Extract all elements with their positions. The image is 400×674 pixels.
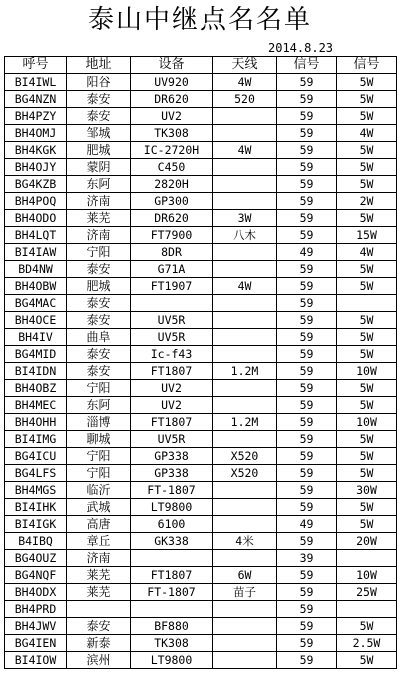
address-cell: 武城 [67, 499, 131, 516]
callsign-cell: BH4KGK [5, 142, 67, 159]
table-row [5, 346, 397, 363]
equipment-cell [131, 550, 213, 567]
address-cell: 莱芜 [67, 567, 131, 584]
signal-cell: 59 [277, 618, 337, 635]
table-row [5, 176, 397, 193]
power-cell: 5W [337, 278, 397, 295]
signal-cell: 59 [277, 465, 337, 482]
antenna-cell [213, 431, 277, 448]
address-cell: 邹城 [67, 125, 131, 142]
table-row [5, 244, 397, 261]
equipment-cell: FT-1807 [131, 482, 213, 499]
address-cell: 东阿 [67, 176, 131, 193]
equipment-cell: FT1807 [131, 363, 213, 380]
signal-cell: 59 [277, 227, 337, 244]
signal-cell: 59 [277, 210, 337, 227]
roster-body [5, 74, 397, 669]
antenna-cell: 4W [213, 142, 277, 159]
equipment-cell: FT1807 [131, 414, 213, 431]
power-cell: 10W [337, 414, 397, 431]
address-cell: 泰安 [67, 108, 131, 125]
antenna-cell [213, 312, 277, 329]
callsign-cell: BG4KZB [5, 176, 67, 193]
antenna-cell: X520 [213, 448, 277, 465]
signal-cell: 59 [277, 125, 337, 142]
callsign-cell: BG4OUZ [5, 550, 67, 567]
power-cell: 5W [337, 380, 397, 397]
antenna-cell: 4米 [213, 533, 277, 550]
callsign-cell: BI4IMG [5, 431, 67, 448]
equipment-cell: UV5R [131, 329, 213, 346]
address-cell: 宁阳 [67, 448, 131, 465]
signal-cell: 59 [277, 584, 337, 601]
table-row [5, 142, 397, 159]
table-row [5, 108, 397, 125]
address-cell: 泰安 [67, 618, 131, 635]
table-row [5, 397, 397, 414]
power-cell: 5W [337, 159, 397, 176]
antenna-cell [213, 346, 277, 363]
table-row [5, 533, 397, 550]
equipment-cell: 2820H [131, 176, 213, 193]
table-row [5, 635, 397, 652]
address-cell: 济南 [67, 193, 131, 210]
antenna-cell [213, 125, 277, 142]
equipment-cell: G71A [131, 261, 213, 278]
address-cell: 泰安 [67, 363, 131, 380]
address-cell: 泰安 [67, 346, 131, 363]
address-cell: 济南 [67, 227, 131, 244]
equipment-cell: TK308 [131, 125, 213, 142]
antenna-cell [213, 499, 277, 516]
page-title: 泰山中继点名名单 [87, 5, 312, 35]
callsign-cell: BH4LQT [5, 227, 67, 244]
table-row [5, 329, 397, 346]
address-cell: 宁阳 [67, 380, 131, 397]
callsign-cell: BH4MGS [5, 482, 67, 499]
table-row [5, 652, 397, 669]
callsign-cell: BH4ODX [5, 584, 67, 601]
equipment-cell: TK308 [131, 635, 213, 652]
antenna-cell: 520 [213, 91, 277, 108]
callsign-cell: BI4IOW [5, 652, 67, 669]
power-cell: 20W [337, 533, 397, 550]
equipment-cell: FT1907 [131, 278, 213, 295]
power-cell: 30W [337, 482, 397, 499]
address-cell: 高唐 [67, 516, 131, 533]
antenna-cell [213, 380, 277, 397]
signal-cell: 59 [277, 108, 337, 125]
callsign-cell: BH4PRD [5, 601, 67, 618]
table-row [5, 601, 397, 618]
power-cell: 5W [337, 618, 397, 635]
antenna-cell [213, 550, 277, 567]
equipment-cell: FT7900 [131, 227, 213, 244]
equipment-cell: DR620 [131, 91, 213, 108]
address-cell: 宁阳 [67, 244, 131, 261]
table-row [5, 312, 397, 329]
table-row [5, 74, 397, 91]
callsign-cell: BI4IDN [5, 363, 67, 380]
signal-cell: 59 [277, 482, 337, 499]
power-cell: 5W [337, 465, 397, 482]
table-row [5, 550, 397, 567]
signal-cell: 59 [277, 142, 337, 159]
power-cell [337, 295, 397, 312]
antenna-cell [213, 397, 277, 414]
table-row [5, 125, 397, 142]
table-row [5, 380, 397, 397]
header-address: 地址 [67, 57, 131, 74]
equipment-cell: DR620 [131, 210, 213, 227]
power-cell: 5W [337, 516, 397, 533]
power-cell: 5W [337, 346, 397, 363]
header-signal: 信号 [277, 57, 337, 74]
callsign-cell: BH4OBZ [5, 380, 67, 397]
table-row [5, 91, 397, 108]
antenna-cell: 苗子 [213, 584, 277, 601]
signal-cell: 59 [277, 363, 337, 380]
table-row [5, 618, 397, 635]
signal-cell: 59 [277, 635, 337, 652]
signal-cell: 59 [277, 176, 337, 193]
power-cell: 5W [337, 312, 397, 329]
address-cell: 莱芜 [67, 584, 131, 601]
callsign-cell: BI4IHK [5, 499, 67, 516]
equipment-cell: UV920 [131, 74, 213, 91]
equipment-cell: UV5R [131, 431, 213, 448]
address-cell: 泰安 [67, 91, 131, 108]
equipment-cell: UV2 [131, 380, 213, 397]
callsign-cell: BG4IEN [5, 635, 67, 652]
header-callsign: 呼号 [5, 57, 67, 74]
table-row [5, 159, 397, 176]
power-cell: 5W [337, 74, 397, 91]
header-equipment: 设备 [131, 57, 213, 74]
power-cell: 10W [337, 567, 397, 584]
signal-cell: 49 [277, 516, 337, 533]
address-cell: 泰安 [67, 312, 131, 329]
table-row [5, 499, 397, 516]
signal-cell: 59 [277, 346, 337, 363]
signal-cell: 59 [277, 380, 337, 397]
antenna-cell: X520 [213, 465, 277, 482]
callsign-cell: BH4JWV [5, 618, 67, 635]
callsign-cell: BG4ICU [5, 448, 67, 465]
address-cell: 淄博 [67, 414, 131, 431]
power-cell: 5W [337, 499, 397, 516]
equipment-cell: GP300 [131, 193, 213, 210]
table-row [5, 448, 397, 465]
antenna-cell: 3W [213, 210, 277, 227]
antenna-cell [213, 635, 277, 652]
table-row [5, 278, 397, 295]
power-cell: 5W [337, 448, 397, 465]
power-cell: 10W [337, 363, 397, 380]
antenna-cell [213, 261, 277, 278]
header-signal-2: 信号 [337, 57, 397, 74]
antenna-cell [213, 176, 277, 193]
callsign-cell: BG4MID [5, 346, 67, 363]
roster-table [4, 56, 397, 669]
antenna-cell: 1.2M [213, 414, 277, 431]
signal-cell: 59 [277, 448, 337, 465]
address-cell: 肥城 [67, 142, 131, 159]
equipment-cell [131, 295, 213, 312]
header-row [5, 57, 397, 74]
signal-cell: 59 [277, 159, 337, 176]
equipment-cell: BF880 [131, 618, 213, 635]
equipment-cell: LT9800 [131, 499, 213, 516]
power-cell: 5W [337, 431, 397, 448]
signal-cell: 59 [277, 414, 337, 431]
table-row [5, 227, 397, 244]
equipment-cell: IC-2720H [131, 142, 213, 159]
header-antenna: 天线 [213, 57, 277, 74]
antenna-cell: 6W [213, 567, 277, 584]
antenna-cell [213, 652, 277, 669]
table-row [5, 261, 397, 278]
antenna-cell: 4W [213, 278, 277, 295]
address-cell: 曲阜 [67, 329, 131, 346]
address-cell: 阳谷 [67, 74, 131, 91]
signal-cell: 59 [277, 499, 337, 516]
power-cell: 5W [337, 329, 397, 346]
antenna-cell: 4W [213, 74, 277, 91]
power-cell: 5W [337, 108, 397, 125]
address-cell: 泰安 [67, 261, 131, 278]
power-cell: 4W [337, 244, 397, 261]
callsign-cell: BH4MEC [5, 397, 67, 414]
callsign-cell: B4IBQ [5, 533, 67, 550]
antenna-cell [213, 108, 277, 125]
callsign-cell: BD4NW [5, 261, 67, 278]
signal-cell: 59 [277, 601, 337, 618]
antenna-cell [213, 193, 277, 210]
callsign-cell: BH4OBW [5, 278, 67, 295]
table-row [5, 210, 397, 227]
power-cell: 5W [337, 210, 397, 227]
antenna-cell [213, 618, 277, 635]
antenna-cell: 1.2M [213, 363, 277, 380]
signal-cell: 59 [277, 193, 337, 210]
address-cell: 济南 [67, 550, 131, 567]
address-cell: 新泰 [67, 635, 131, 652]
signal-cell: 59 [277, 91, 337, 108]
equipment-cell: GP338 [131, 448, 213, 465]
signal-cell: 59 [277, 261, 337, 278]
address-cell: 宁阳 [67, 465, 131, 482]
power-cell: 5W [337, 261, 397, 278]
signal-cell: 59 [277, 431, 337, 448]
equipment-cell: UV2 [131, 108, 213, 125]
signal-cell: 59 [277, 74, 337, 91]
power-cell: 5W [337, 652, 397, 669]
equipment-cell: GP338 [131, 465, 213, 482]
address-cell: 聊城 [67, 431, 131, 448]
signal-cell: 39 [277, 550, 337, 567]
power-cell: 5W [337, 91, 397, 108]
power-cell [337, 601, 397, 618]
signal-cell: 59 [277, 312, 337, 329]
power-cell: 4W [337, 125, 397, 142]
callsign-cell: BG4LFS [5, 465, 67, 482]
power-cell: 5W [337, 142, 397, 159]
antenna-cell [213, 295, 277, 312]
table-row [5, 193, 397, 210]
power-cell: 25W [337, 584, 397, 601]
signal-cell: 59 [277, 567, 337, 584]
callsign-cell: BI4IGK [5, 516, 67, 533]
equipment-cell: UV5R [131, 312, 213, 329]
table-row [5, 414, 397, 431]
table-row [5, 584, 397, 601]
callsign-cell: BH4OJY [5, 159, 67, 176]
table-row [5, 482, 397, 499]
signal-cell: 49 [277, 244, 337, 261]
equipment-cell [131, 601, 213, 618]
antenna-cell [213, 516, 277, 533]
power-cell: 15W [337, 227, 397, 244]
callsign-cell: BG4NQF [5, 567, 67, 584]
equipment-cell: FT1807 [131, 567, 213, 584]
antenna-cell [213, 482, 277, 499]
address-cell: 泰安 [67, 295, 131, 312]
address-cell: 莱芜 [67, 210, 131, 227]
signal-cell: 59 [277, 278, 337, 295]
callsign-cell: BH4POQ [5, 193, 67, 210]
address-cell: 滨州 [67, 652, 131, 669]
power-cell [337, 550, 397, 567]
equipment-cell: GK338 [131, 533, 213, 550]
callsign-cell: BG4MAC [5, 295, 67, 312]
antenna-cell [213, 244, 277, 261]
callsign-cell: BH4ODO [5, 210, 67, 227]
equipment-cell: C450 [131, 159, 213, 176]
address-cell: 临沂 [67, 482, 131, 499]
power-cell: 5W [337, 176, 397, 193]
equipment-cell: 8DR [131, 244, 213, 261]
antenna-cell: 八木 [213, 227, 277, 244]
power-cell: 5W [337, 397, 397, 414]
equipment-cell: 6100 [131, 516, 213, 533]
address-cell: 肥城 [67, 278, 131, 295]
callsign-cell: BI4IAW [5, 244, 67, 261]
table-row [5, 567, 397, 584]
equipment-cell: Ic-f43 [131, 346, 213, 363]
address-cell: 东阿 [67, 397, 131, 414]
callsign-cell: BH4OHH [5, 414, 67, 431]
date-label: 2014.8.23 [268, 41, 334, 55]
antenna-cell [213, 159, 277, 176]
equipment-cell: UV2 [131, 397, 213, 414]
equipment-cell: FT-1807 [131, 584, 213, 601]
antenna-cell [213, 329, 277, 346]
callsign-cell: BH4PZY [5, 108, 67, 125]
address-cell: 蒙阴 [67, 159, 131, 176]
address-cell: 章丘 [67, 533, 131, 550]
signal-cell: 59 [277, 533, 337, 550]
table-row [5, 295, 397, 312]
callsign-cell: BH4IV [5, 329, 67, 346]
signal-cell: 59 [277, 329, 337, 346]
address-cell [67, 601, 131, 618]
callsign-cell: BI4IWL [5, 74, 67, 91]
equipment-cell: LT9800 [131, 652, 213, 669]
table-row [5, 465, 397, 482]
power-cell: 2W [337, 193, 397, 210]
callsign-cell: BH4OMJ [5, 125, 67, 142]
signal-cell: 59 [277, 295, 337, 312]
antenna-cell [213, 601, 277, 618]
power-cell: 2.5W [337, 635, 397, 652]
table-row [5, 516, 397, 533]
signal-cell: 59 [277, 397, 337, 414]
callsign-cell: BH4OCE [5, 312, 67, 329]
table-row [5, 431, 397, 448]
signal-cell: 59 [277, 652, 337, 669]
callsign-cell: BG4NZN [5, 91, 67, 108]
table-row [5, 363, 397, 380]
